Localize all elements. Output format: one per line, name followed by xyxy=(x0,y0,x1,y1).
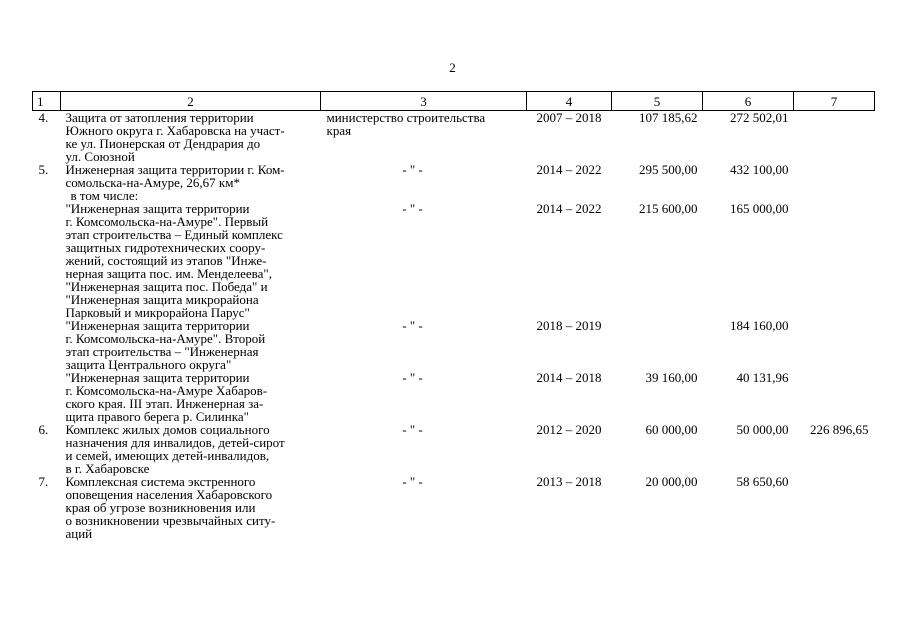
name-line: г. Комсомольска-на-Амуре". Второй xyxy=(65,331,266,346)
row-number: 4. xyxy=(38,110,49,125)
value-col-7: 226 896,65 xyxy=(810,422,869,437)
executor: - " - xyxy=(402,201,423,216)
header-col-4: 4 xyxy=(527,92,612,111)
executor xyxy=(321,111,527,164)
header-col-1: 1 xyxy=(33,92,61,111)
name-line: и семей, имеющих детей-инвалидов, xyxy=(65,448,270,463)
header-row xyxy=(33,92,875,111)
name-line: "Инженерная защита территории xyxy=(65,370,250,385)
executor: - " - xyxy=(402,370,423,385)
name-line: назначения для инвалидов, детей-сирот xyxy=(65,435,285,450)
row-number xyxy=(33,319,61,371)
name-line: г. Комсомольска-на-Амуре". Первый xyxy=(65,214,269,229)
name-line: Защита от затопления территории xyxy=(65,110,254,125)
value-col-6: 165 000,00 xyxy=(730,201,789,216)
name-line: Парковый и микрорайона Парус" xyxy=(65,305,250,320)
name-line: ке ул. Пионерская от Дендрария до xyxy=(65,136,261,151)
value-col-6: 432 100,00 xyxy=(730,162,789,177)
value-col-5: 39 160,00 xyxy=(645,370,698,385)
executor: - " - xyxy=(402,474,423,489)
row-number: 5. xyxy=(38,162,49,177)
executor-line: края xyxy=(326,123,352,138)
value-col-7 xyxy=(794,163,875,189)
budget-table xyxy=(32,91,875,540)
value-col-6: 40 131,96 xyxy=(736,370,789,385)
row-number xyxy=(33,371,61,423)
name-line: Инженерная защита территории г. Ком- xyxy=(65,162,285,177)
name-line: "Инженерная защита территории xyxy=(65,201,250,216)
value-col-5: 107 185,62 xyxy=(639,110,698,125)
table-row xyxy=(33,319,875,371)
object-name xyxy=(61,423,321,475)
table-row xyxy=(33,475,875,540)
period: 2007 – 2018 xyxy=(536,110,602,125)
period: 2018 – 2019 xyxy=(536,318,602,333)
table-row xyxy=(33,111,875,164)
name-line: нерная защита пос. им. Менделеева", xyxy=(65,266,272,281)
period: 2012 – 2020 xyxy=(536,422,602,437)
value-col-6: 272 502,01 xyxy=(730,110,789,125)
header-col-5: 5 xyxy=(612,92,703,111)
name-line: о возникновении чрезвычайных ситу- xyxy=(65,513,276,528)
header-col-2: 2 xyxy=(61,92,321,111)
executor-line: министерство строительства xyxy=(326,110,486,125)
name-line: этап строительства – "Инженерная xyxy=(65,344,259,359)
object-name xyxy=(61,111,321,164)
row-number: 6. xyxy=(38,422,49,437)
value-col-5: 295 500,00 xyxy=(639,162,698,177)
name-line: ул. Союзной xyxy=(65,149,135,164)
value-col-7 xyxy=(794,319,875,371)
name-line: щита правого берега р. Силинка" xyxy=(65,409,249,424)
period: 2014 – 2022 xyxy=(536,162,602,177)
value-col-7 xyxy=(794,475,875,540)
name-line: оповещения населения Хабаровского xyxy=(65,487,273,502)
value-col-5: 60 000,00 xyxy=(645,422,698,437)
executor: - " - xyxy=(402,318,423,333)
object-name xyxy=(61,202,321,319)
table-row xyxy=(33,371,875,423)
header-col-3: 3 xyxy=(321,92,527,111)
header-col-7: 7 xyxy=(794,92,875,111)
object-name xyxy=(61,319,321,371)
object-name xyxy=(61,163,321,189)
row-number xyxy=(33,202,61,319)
value-col-7 xyxy=(794,371,875,423)
value-col-6: 58 650,60 xyxy=(736,474,789,489)
name-line: в г. Хабаровске xyxy=(65,461,150,476)
name-line: аций xyxy=(65,526,93,541)
name-line: "Инженерная защита пос. Победа" и xyxy=(65,279,268,294)
period: 2014 – 2022 xyxy=(536,201,602,216)
name-line: "Инженерная защита территории xyxy=(65,318,250,333)
table-row xyxy=(33,202,875,319)
object-name xyxy=(61,371,321,423)
name-line: ского края. III этап. Инженерная за- xyxy=(65,396,264,411)
page-number: 2 xyxy=(449,60,456,75)
name-line: защита Центрального округа" xyxy=(65,357,232,372)
value-col-7 xyxy=(794,202,875,319)
table-row xyxy=(33,423,875,475)
object-name xyxy=(61,475,321,540)
table-row xyxy=(33,163,875,189)
row-number: 7. xyxy=(38,474,49,489)
name-line: защитных гидротехнических соору- xyxy=(65,240,266,255)
name-line: этап строительства – Единый комплекс xyxy=(65,227,283,242)
value-col-5: 215 600,00 xyxy=(639,201,698,216)
name-line: сомольска-на-Амуре, 26,67 км* xyxy=(65,175,240,190)
value-col-6: 184 160,00 xyxy=(730,318,789,333)
value-col-6: 50 000,00 xyxy=(736,422,789,437)
period: 2013 – 2018 xyxy=(536,474,602,489)
header-col-6: 6 xyxy=(703,92,794,111)
period: 2014 – 2018 xyxy=(536,370,602,385)
subtotal-note: в том числе: xyxy=(70,188,139,203)
executor: - " - xyxy=(402,422,423,437)
value-col-7 xyxy=(794,111,875,164)
name-line: г. Комсомольска-на-Амуре Хабаров- xyxy=(65,383,268,398)
name-line: Комплексная система экстренного xyxy=(65,474,256,489)
name-line: жений, состоящий из этапов "Инже- xyxy=(65,253,267,268)
name-line: Комплекс жилых домов социального xyxy=(65,422,270,437)
value-col-5: 20 000,00 xyxy=(645,474,698,489)
executor: - " - xyxy=(402,162,423,177)
name-line: Южного округа г. Хабаровска на участ- xyxy=(65,123,285,138)
value-col-5 xyxy=(612,319,703,371)
name-line: "Инженерная защита микрорайона xyxy=(65,292,259,307)
name-line: края об угрозе возникновения или xyxy=(65,500,256,515)
